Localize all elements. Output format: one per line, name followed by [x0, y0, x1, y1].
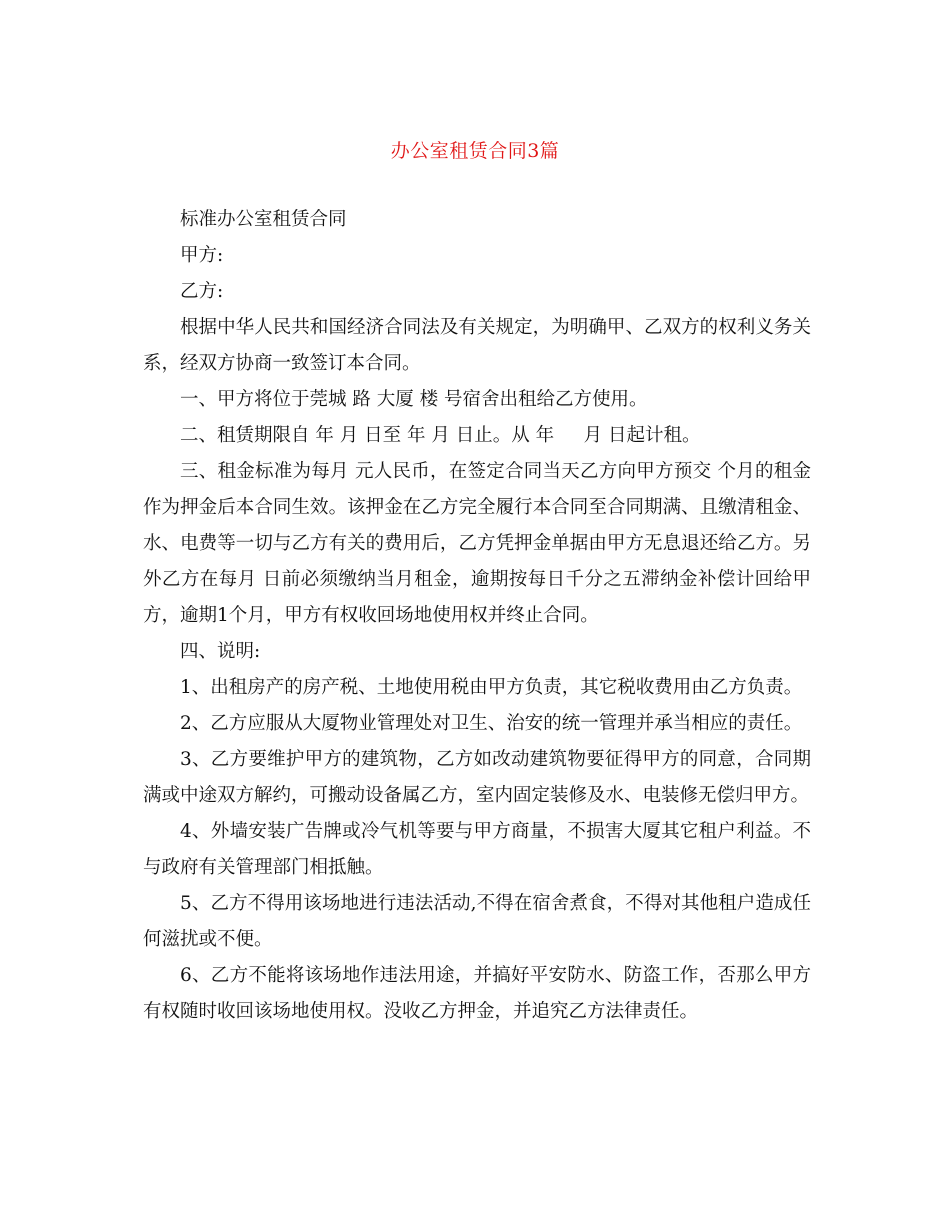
paragraph-clause-4-heading: 四、说明: [180, 641, 261, 662]
paragraph-note-6: 6、乙方不能将该场地作违法用途，并搞好平安防水、防盗工作，否那么甲方有权随时收回该场地使用权。没收乙方押金，并追究乙方法律责任。 [143, 965, 811, 1022]
paragraph-note-4: 4、外墙安装广告牌或冷气机等要与甲方商量，不损害大厦其它租户利益。不与政府有关管理部门相抵触。 [143, 821, 811, 878]
paragraph-note-1: 1、出租房产的房产税、土地使用税由甲方负责，其它税收费用由乙方负责。 [180, 677, 803, 698]
paragraph-clause-3: 三、租金标准为每月 元人民币，在签定合同当天乙方向甲方预交 个月的租金作为押金后本合同生效。该押金在乙方完全履行本合同至合同期满、且缴清租金、水、电费等一切与乙方有关的费用后，乙方凭押金单据由甲方无息退还给乙方。另外乙方在每月 日前必须缴纳当月租金，逾期按每日千分之五滞纳金补偿计回给甲方，逾期1个月，甲方有权收回场地使用权并终止合同。 [143, 461, 811, 626]
paragraph-heading: 标准办公室租赁合同 [180, 209, 347, 230]
paragraph-preamble: 根据中华人民共和国经济合同法及有关规定，为明确甲、乙双方的权利义务关系，经双方协商一致签订本合同。 [143, 317, 811, 374]
document-title: 办公室租赁合同3篇 [390, 140, 560, 162]
paragraph-note-2: 2、乙方应服从大厦物业管理处对卫生、治安的统一管理并承当相应的责任。 [180, 713, 803, 734]
paragraph-note-5: 5、乙方不得用该场地进行违法活动,不得在宿舍煮食，不得对其他租户造成任何滋扰或不便。 [143, 893, 811, 950]
paragraph-clause-2: 二、租赁期限自 年 月 日至 年 月 日止。从 年 月 日起计租。 [180, 425, 701, 446]
paragraph-clause-1: 一、甲方将位于莞城 路 大厦 楼 号宿舍出租给乙方使用。 [180, 389, 648, 410]
document-body [143, 202, 811, 1030]
paragraph-party-b: 乙方: [180, 281, 224, 302]
paragraph-party-a: 甲方: [180, 245, 224, 266]
paragraph-note-3: 3、乙方要维护甲方的建筑物，乙方如改动建筑物要征得甲方的同意，合同期满或中途双方解约，可搬动设备属乙方，室内固定装修及水、电装修无偿归甲方。 [143, 749, 811, 806]
